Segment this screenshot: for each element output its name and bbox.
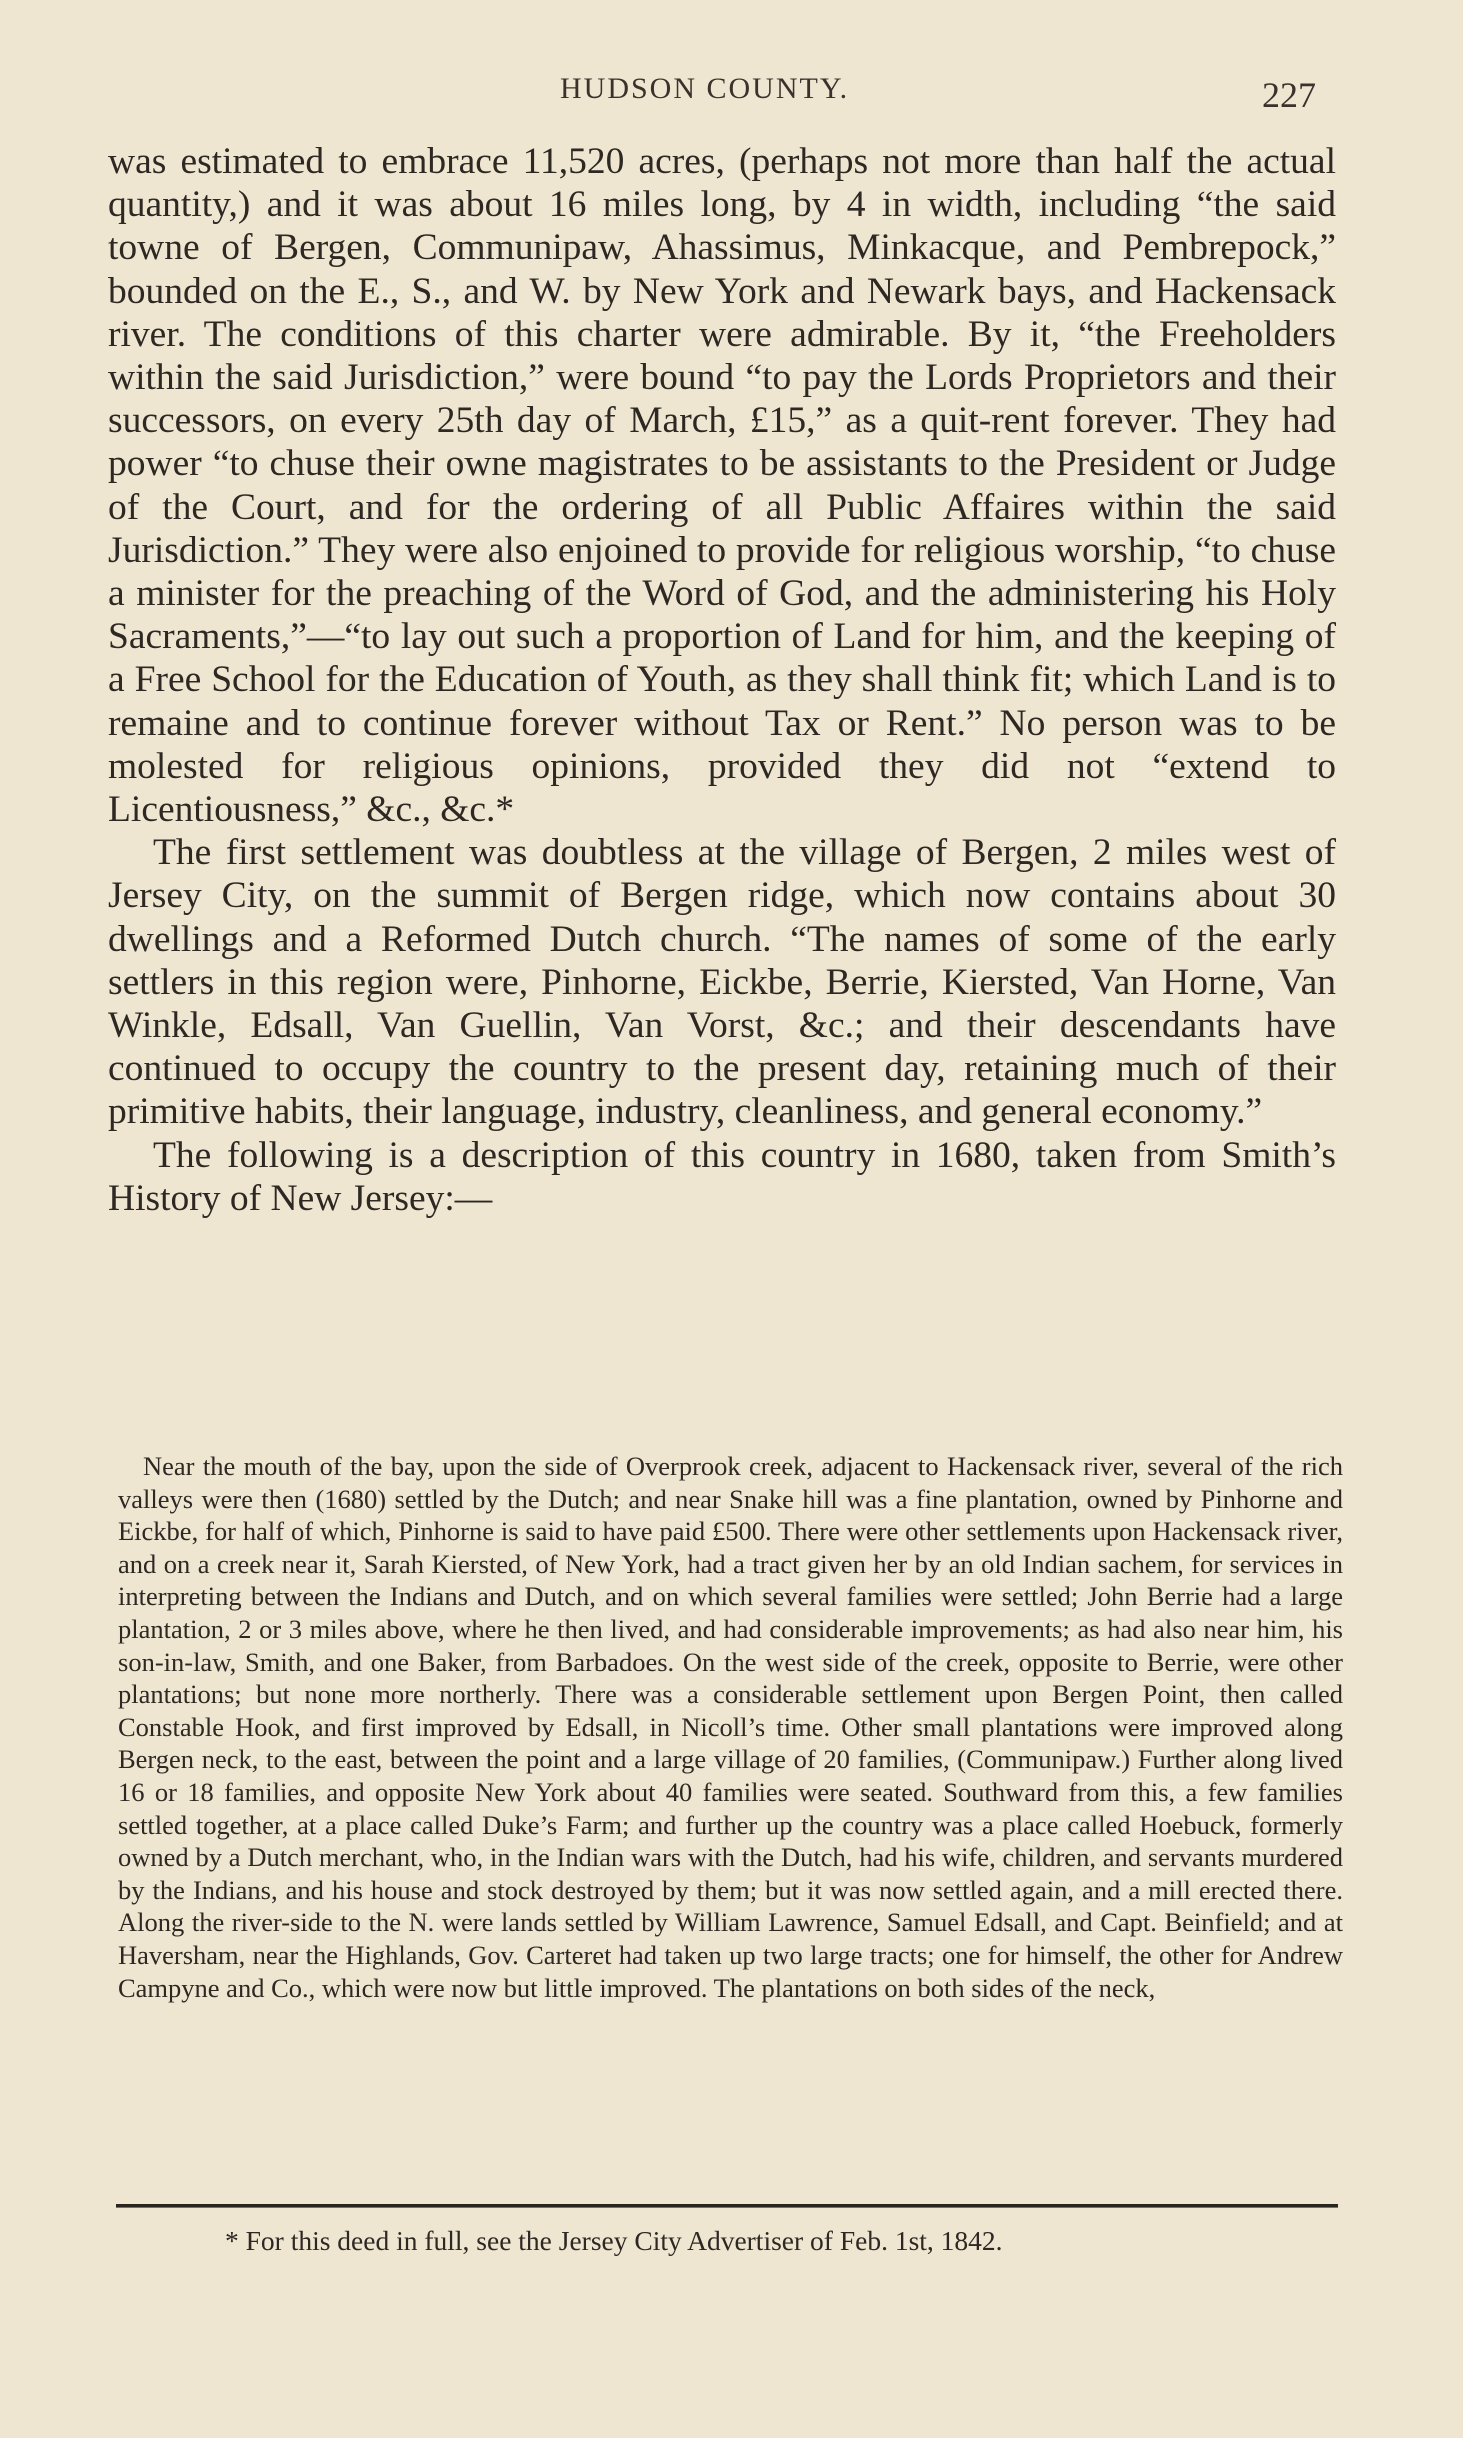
paragraph-first-settlement: The first settlement was doubtless at the village of Bergen, 2 miles west of Jersey City, on the summit of Bergen ridge, which now contains about 30 dwellings and a Reformed Dutch church. “The names of some of the early settlers in this region were, Pinhorne, Eickbe, Berrie, Kiersted, Van Horne, Van Winkle, Edsall, Van Guellin, Van Vorst, &c.; and their descendants have continued to occupy the country to the present day, retaining much of their primitive habits, their language, industry, cleanliness, and general economy.” <box>108 832 1336 1133</box>
paragraph-charter: was estimated to embrace 11,520 acres, (perhaps not more than half the actual quantity,) and it was about 16 miles long, by 4 in width, including “the said towne of Bergen, Communipaw, Ahassimus, Minkacque, and Pembrepock,” bounded on the E., S., and W. by New York and Newark bays, and Hackensack river. The conditions of this charter were admirable. By it, “the Freeholders within the said Jurisdiction,” were bound “to pay the Lords Proprietors and their successors, on every 25th day of March, £15,” as a quit-rent forever. They had power “to chuse their owne magistrates to be assistants to the President or Judge of the Court, and for the ordering of all Public Affaires within the said Jurisdiction.” They were also enjoined to provide for religious worship, “to chuse a minister for the preaching of the Word of God, and the administering his Holy Sacraments,”—“to lay out such a proportion of Land for him, and the keeping of a Free School for the Education of Youth, as they shall think fit; which Land is to remaine and to continue forever without Tax or Rent.” No person was to be molested for religious opinions, provided they did not “extend to Licentiousness,” &c., &c.* <box>108 141 1336 831</box>
body-text <box>108 140 1336 1220</box>
page-number: 227 <box>1262 75 1316 115</box>
quoted-extract: Near the mouth of the bay, upon the side of Overprook creek, adjacent to Hackensack river, several of the rich valleys were then (1680) settled by the Dutch; and near Snake hill was a fine plantation, owned by Pinhorne and Eickbe, for half of which, Pinhorne is said to have paid £500. There were other settlements upon Hackensack river, and on a creek near it, Sarah Kiersted, of New York, had a tract given her by an old Indian sachem, for services in interpreting between the Indians and Dutch, and on which several families were settled; John Berrie had a large plantation, 2 or 3 miles above, where he then lived, and had considerable improvements; as had also near him, his son-in-law, Smith, and one Baker, from Barbadoes. On the west side of the creek, opposite to Berrie, were other plantations; but none more northerly. There was a considerable settlement upon Bergen Point, then called Constable Hook, and first improved by Edsall, in Nicoll’s time. Other small plantations were improved along Bergen neck, to the east, between the point and a large village of 20 families, (Communipaw.) Further along lived 16 or 18 families, and opposite New York about 40 families were seated. Southward from this, a few families settled together, at a place called Duke’s Farm; and further up the country was a place called Hoebuck, formerly owned by a Dutch merchant, who, in the Indian wars with the Dutch, had his wife, children, and servants murdered by the Indians, and his house and stock destroyed by them; but it was now settled again, and a mill erected there. Along the river-side to the N. were lands settled by William Lawrence, Samuel Edsall, and Capt. Beinfield; and at Haversham, near the Highlands, Gov. Carteret had taken up two large tracts; one for himself, the other for Andrew Campyne and Co., which were now but little improved. The plantations on both sides of the neck, <box>118 1451 1343 2003</box>
paragraph-description-intro: The following is a description of this country in 1680, taken from Smith’s History of New Jersey:— <box>108 1134 1336 1219</box>
running-head-title: HUDSON COUNTY. <box>560 72 850 105</box>
footnote: * For this deed in full, see the Jersey City Advertiser of Feb. 1st, 1842. <box>225 2225 1003 2256</box>
footnote-rule <box>116 2204 1338 2208</box>
running-head <box>0 72 1463 122</box>
